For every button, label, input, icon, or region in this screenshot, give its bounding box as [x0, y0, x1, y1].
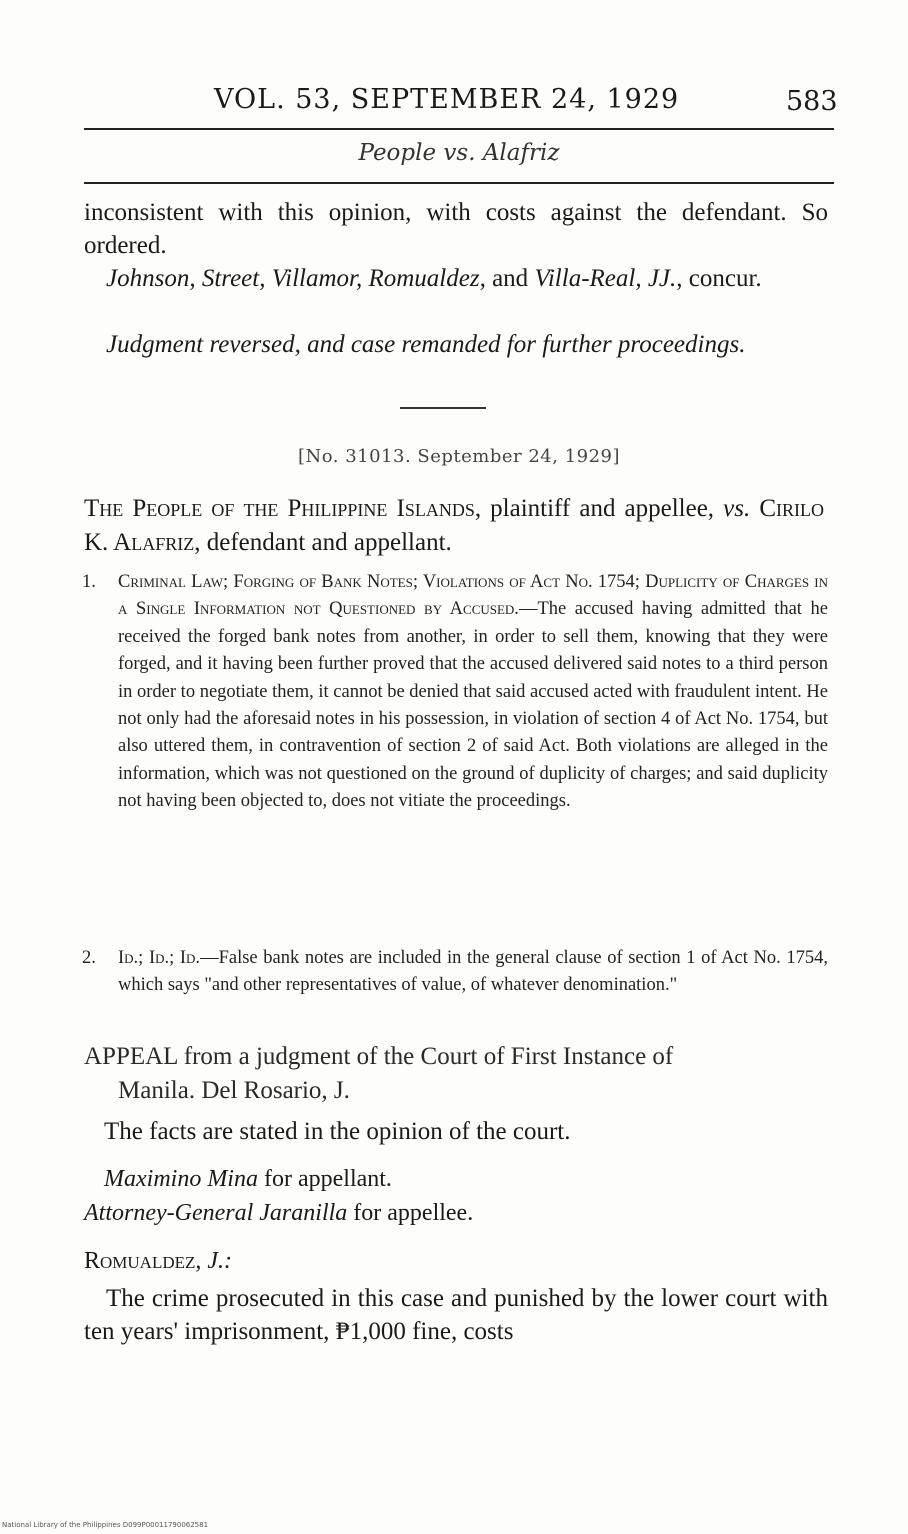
- versus: vs.: [723, 495, 751, 522]
- disposition: Judgment reversed, and case remanded for further proceedings.: [106, 331, 746, 358]
- counsel-appellant: [104, 1166, 392, 1193]
- appellee-counsel-role: for appellee.: [347, 1200, 474, 1226]
- plaintiff-role: , plaintiff and appellee,: [474, 495, 724, 522]
- opinion-text: The crime prosecuted in this case and punished by the lower court with ten years' imprisonment, ₱1,000 fine, costs: [84, 1285, 828, 1345]
- header-rule-bottom: [84, 182, 834, 184]
- section-divider: [400, 407, 486, 409]
- author-name: Romualdez,: [84, 1248, 202, 1274]
- prior-case-paragraph: inconsistent with this opinion, with costs against the defendant. So ordered.: [84, 199, 828, 259]
- facts-statement: The facts are stated in the opinion of the court.: [104, 1118, 571, 1145]
- concurring-justices: Johnson, Street, Villamor, Romualdez,: [106, 265, 486, 292]
- syllabus-heading: Id.; Id.; Id.: [118, 948, 201, 968]
- syllabus-text: —False bank notes are included in the general clause of section 1 of Act No. 1754, which says "and other representatives of value, of whatever denomination.": [118, 948, 828, 996]
- author-suffix: J.:: [201, 1248, 233, 1274]
- header-rule-top: [84, 128, 834, 130]
- concurrence-line: [84, 262, 828, 295]
- syllabus-heading: Criminal Law; Forging of Bank Notes; Violations of Act No. 1754; Duplicity of Charges in a Single Information not Questioned by Accused.: [118, 572, 828, 620]
- appeal-line-1: APPEAL from a judgment of the Court of First Instance of: [84, 1043, 674, 1070]
- case-caption: [84, 492, 824, 560]
- defendant-role: , defendant and appellant.: [194, 529, 452, 556]
- concur-and: and: [485, 265, 535, 292]
- defendant-name: Cirilo K. Alafriz: [84, 495, 824, 556]
- syllabus-text: —The accused having admitted that he received the forged bank notes from another, in order to sell them, knowing that they were forged, and it having been further proved that the accused delivered said notes to a third person in order to negotiate them, it cannot be denied that said accused acted with fraudulent intent. He not only had the aforesaid notes in his possession, in violation of section 4 of Act No. 1754, but also uttered them, in contravention of section 2 of said Act. Both violations are alleged in the information, which was not questioned on the ground of duplicity of charges; and said duplicity not having been objected to, does not vitiate the proceedings.: [118, 599, 828, 812]
- page-number: 583: [786, 86, 838, 117]
- docket-number: [No. 31013. September 24, 1929]: [297, 446, 621, 467]
- appellee-counsel-name: Attorney-General Jaranilla: [84, 1200, 348, 1226]
- running-title: People vs. Alafriz: [358, 140, 560, 166]
- concur-suffix: , concur.: [676, 265, 762, 292]
- plaintiff-name: The People of the Philippine Islands: [84, 495, 475, 522]
- appellant-counsel-name: Maximino Mina: [104, 1166, 258, 1192]
- syllabus-item: [84, 945, 828, 1000]
- counsel-appellee: [84, 1200, 473, 1227]
- syllabus-item: [84, 569, 828, 816]
- appeal-statement: [84, 1040, 828, 1108]
- syllabus-number: 2.: [82, 948, 96, 968]
- scan-footer: National Library of the Philippines D099P00011790062581: [2, 1521, 209, 1529]
- concurring-last-justice: Villa-Real, JJ.: [534, 265, 677, 292]
- appellant-counsel-role: for appellant.: [257, 1166, 392, 1192]
- appeal-line-2: Manila. Del Rosario, J.: [118, 1077, 350, 1104]
- volume-header: VOL. 53, SEPTEMBER 24, 1929: [214, 84, 680, 115]
- syllabus-number: 1.: [82, 572, 96, 592]
- opinion-author: [84, 1248, 232, 1275]
